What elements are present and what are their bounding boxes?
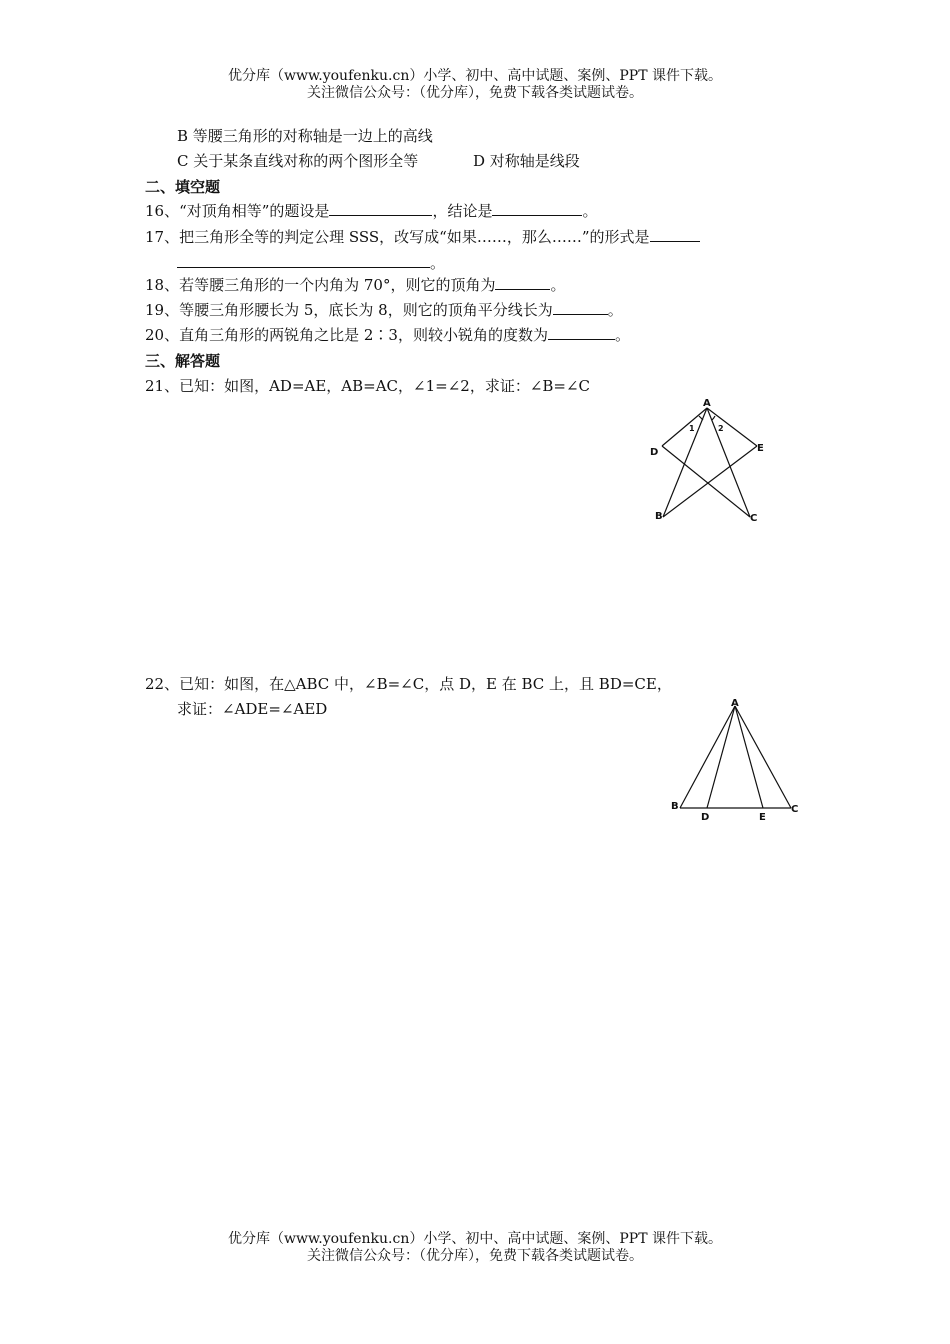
fig1-label-angle-1: 1 — [689, 424, 695, 433]
header-line-2: 关注微信公众号：（优分库），免费下载各类试题试卷。 — [307, 85, 643, 101]
segment-ad-2 — [707, 706, 735, 808]
option-b: B 等腰三角形的对称轴是一边上的高线 — [177, 127, 433, 145]
option-c: C 关于某条直线对称的两个图形全等 — [177, 152, 419, 170]
segment-ab-2 — [680, 706, 735, 808]
page-footer — [0, 1231, 950, 1265]
q19-end: 。 — [607, 301, 623, 319]
fig2-label-d: D — [701, 812, 710, 823]
fig2-label-b: B — [671, 801, 679, 812]
q17-end: 。 — [430, 254, 446, 272]
footer-line-1: 优分库（www.youfenku.cn）小学、初中、高中试题、案例、PPT 课件下载。 — [227, 1231, 722, 1247]
fig1-label-c: C — [750, 513, 758, 524]
fig1-label-d: D — [650, 447, 659, 458]
q16-prefix: 16、“对顶角相等”的题设是 — [145, 202, 330, 220]
fig1-label-b: B — [655, 511, 663, 522]
section-2-title: 二、填空题 — [145, 178, 221, 196]
header-line-1: 优分库（www.youfenku.cn）小学、初中、高中试题、案例、PPT 课件下载。 — [227, 68, 722, 84]
fig1-label-a: A — [703, 398, 711, 409]
option-d: D 对称轴是线段 — [473, 152, 580, 170]
question-22-line-2: 求证：∠ADE=∠AED — [177, 700, 328, 718]
footer-line-2: 关注微信公众号：（优分库），免费下载各类试题试卷。 — [307, 1248, 643, 1264]
fig1-label-angle-2: 2 — [718, 424, 724, 433]
question-21: 21、已知：如图，AD=AE，AB=AC，∠1=∠2，求证：∠B=∠C — [145, 377, 591, 395]
q19-prefix: 19、等腰三角形腰长为 5，底长为 8，则它的顶角平分线长为 — [145, 301, 553, 319]
segment-ac-2 — [735, 706, 791, 808]
q16-end: 。 — [582, 202, 598, 220]
fig2-label-c: C — [791, 804, 799, 815]
q20-end: 。 — [614, 326, 630, 344]
fig2-label-e: E — [759, 812, 766, 823]
q16-mid: ，结论是 — [432, 202, 493, 220]
section-3-title: 三、解答题 — [145, 352, 221, 370]
q20-prefix: 20、直角三角形的两锐角之比是 2∶3，则较小锐角的度数为 — [145, 326, 548, 344]
fig1-label-e: E — [757, 443, 764, 454]
q17-prefix: 17、把三角形全等的判定公理 SSS，改写成“如果……，那么……”的形式是 — [145, 228, 650, 246]
fig2-label-a: A — [731, 698, 739, 709]
segment-ae-2 — [735, 706, 763, 808]
q18-prefix: 18、若等腰三角形的一个内角为 70°，则它的顶角为 — [145, 276, 496, 294]
question-22-line-1: 22、已知：如图，在△ABC 中，∠B=∠C，点 D，E 在 BC 上，且 BD=CE， — [145, 675, 672, 693]
q18-end: 。 — [550, 276, 566, 294]
